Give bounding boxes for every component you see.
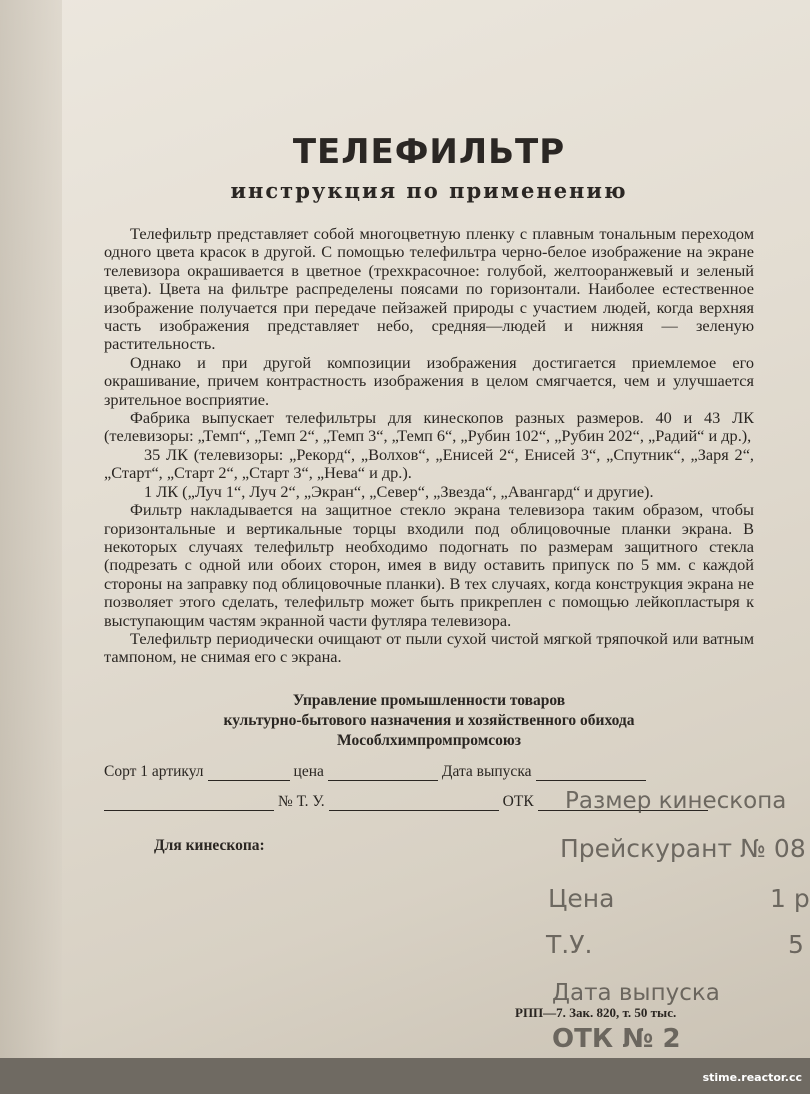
stamp-tu-value: 5 [788,930,804,959]
tu-blank [329,796,499,811]
kinescope-label: Для кинескопа: [154,836,265,854]
article-blank [208,766,290,781]
publisher-block [104,691,754,751]
publisher-line-3: Мособлхимпромпромсоюз [337,731,521,749]
paragraph-sizes-35: 35 ЛК (телевизоры: „Рекорд“, „Волхов“, „Енисей 2“, Енисей 3“, „Спутник“, „Заря 2“, „Старт“, „Старт 2“, „Старт 3“, „Нева“ и др.). [104,444,754,483]
bottom-background-strip [0,1058,810,1094]
paragraph-cleaning: Телефильтр периодически очищают от пыли сухой чистой мягкой тряпочкой или ватным тампоном, не снимая его с экрана. [104,628,754,667]
price-label: цена [293,762,324,780]
otk-label: ОТК [502,792,534,810]
print-code: РПП—7. Зак. 820, т. 50 тыс. [515,1005,677,1020]
tu-label: № Т. У. [278,792,325,810]
document-subtitle: инструкция по применению [230,178,628,203]
stamp-otk: ОТК № 2 [552,1024,681,1054]
paragraph-sizes-40-43: Фабрика выпускает телефильтры для кинескопов разных размеров. 40 и 43 ЛК (телевизоры: „Темп“, „Темп 2“, „Темп 3“, „Темп 6“, „Рубин 102“, „Рубин 202“, „Радий“ и др.), [104,408,754,446]
form-row-sort [104,763,754,781]
release-blank [536,766,646,781]
document-title: ТЕЛЕФИЛЬТР [292,132,566,172]
release-label: Дата выпуска [441,762,532,780]
stamp-release-date: Дата выпуска [552,980,720,1006]
paragraph-composition: Однако и при другой композиции изображения достигается приемлемое его окрашивание, причем контрастность изображения в целом смягчается, чем и улучшается зрительное восприятие. [104,352,754,409]
paragraph-installation: Фильтр накладывается на защитное стекло экрана телевизора таким образом, чтобы горизонтальные и вертикальные торцы входили под облицовочные планки экрана. В некоторых случаях телефильтр необходимо подогнать по размерам защитного стекла (подрезать с одной или обоих сторон, имея в виду оставить припуск по 5 мм. с каждой стороны на заправку под облицовочные планки). В тех случаях, когда конструкция экрана не позволяет этого сделать, телефильтр может быть прикреплен с помощью лейкопластыря к выступающим частям экранной части футляра телевизора. [104,500,754,630]
site-watermark: stime.reactor.cc [702,1071,802,1084]
publisher-line-2: культурно-бытового назначения и хозяйственного обихода [223,711,635,729]
stamp-kinescope-size: Размер кинескопа [565,788,787,814]
paragraph-sizes-other: 1 ЛК („Луч 1“, Луч 2“, „Экран“, „Север“, „Звезда“, „Авангард“ и другие). [144,481,654,501]
stamp-price-value: 1 р [770,884,810,913]
paragraph-description: Телефильтр представляет собой многоцветную пленку с плавным тональным переходом одного цвета красок в другой. С помощью телефильтра черно-белое изображение на экране телевизора окрашивается в цветное (трехкрасочное: голубой, желтооранжевый и зеленый цвета). Цвета на фильтре распределены поясами по горизонтали. Наиболее естественное изображение получается при передаче пейзажей природы с участием людей, когда верхняя часть изображения представляет небо, средняя—людей и нижняя — зеленую растительность. [104,224,754,354]
tu-leading-blank [104,796,274,811]
stamp-price-list: Прейскурант № 08 [560,834,806,863]
document-body [104,120,754,855]
stamp-tu: Т.У. [546,930,593,959]
sort-label: Сорт 1 артикул [104,762,204,780]
stamp-price: Цена [548,884,615,913]
price-blank [328,766,438,781]
publisher-line-1: Управление промышленности товаров [292,691,566,709]
